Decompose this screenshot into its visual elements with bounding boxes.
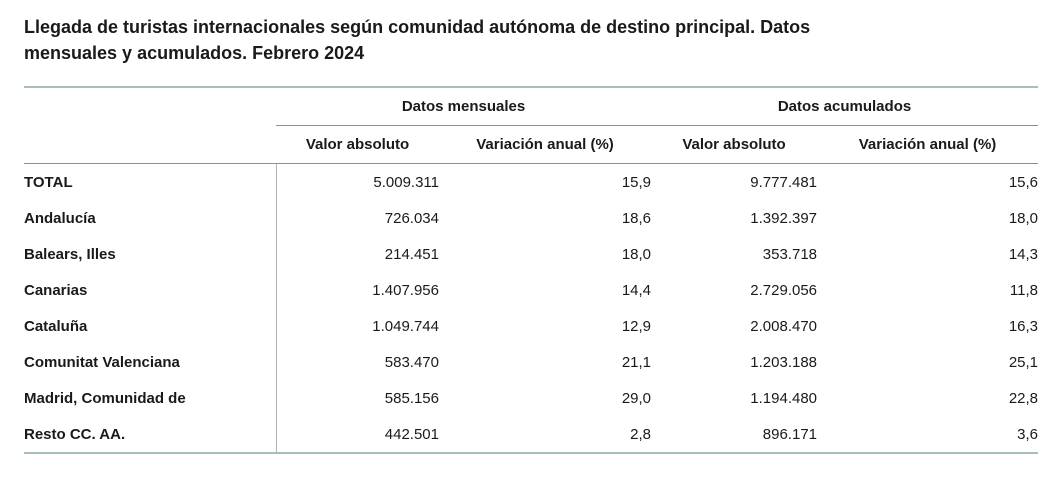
cell-value: 442.501 [276,416,439,453]
row-label: Canarias [24,281,88,299]
group-header-datos-mensuales: Datos mensuales [276,87,651,126]
row-label: Madrid, Comunidad de [24,389,186,407]
cell-value: 18,0 [621,245,652,263]
cell-value: 29,0 [621,389,652,407]
cell-value: 12,9 [621,317,652,335]
row-label: Comunitat Valenciana [24,353,180,371]
table-sub-header-row [24,126,1038,164]
column-header-variacion-anual-acumulado: Variación anual (%) [817,126,1038,164]
page-title-line-1: Llegada de turistas internacionales según comunidad autónoma de destino principal. Datos [24,17,811,37]
row-label: Cataluña [24,317,88,335]
cell-value: 9.777.481 [750,173,818,191]
table-row [24,164,1038,201]
column-header-valor-absoluto-mensual: Valor absoluto [276,126,439,164]
cell-value: 214.451 [276,236,439,272]
table-row [24,236,1038,272]
cell-value: 896.171 [762,425,818,443]
corner-cell [24,126,276,164]
cell-value: 16,3 [1008,317,1039,335]
cell-value: 583.470 [276,344,439,380]
row-label: Resto CC. AA. [24,425,126,443]
cell-value: 726.034 [276,200,439,236]
column-header-variacion-anual-mensual: Variación anual (%) [439,126,651,164]
table-group-header-row [24,87,1038,126]
cell-value: 18,0 [1008,209,1039,227]
cell-value: 1.049.744 [276,308,439,344]
page-title [24,14,1038,66]
table-row [24,380,1038,416]
cell-value: 22,8 [1008,389,1039,407]
table-row [24,308,1038,344]
cell-value: 3,6 [1017,425,1039,443]
cell-value: 585.156 [276,380,439,416]
row-label: Balears, Illes [24,245,116,263]
cell-value: 1.194.480 [750,389,818,407]
table-row [24,416,1038,453]
cell-value: 2,8 [630,425,652,443]
cell-value: 11,8 [1009,281,1039,299]
cell-value: 1.203.188 [750,353,818,371]
corner-cell [24,87,276,126]
row-label: Andalucía [24,209,96,227]
cell-value: 15,6 [1008,173,1039,191]
cell-value: 21,1 [621,353,652,371]
cell-value: 14,4 [621,281,652,299]
group-header-datos-acumulados: Datos acumulados [651,87,1038,126]
cell-value: 1.407.956 [276,272,439,308]
table-row [24,200,1038,236]
cell-value: 2.008.470 [750,317,818,335]
cell-value: 25,1 [1008,353,1039,371]
cell-value: 2.729.056 [750,281,818,299]
cell-value: 1.392.397 [750,209,818,227]
row-label: TOTAL [24,173,73,191]
tourist-arrivals-table [24,86,1038,454]
table-row [24,272,1038,308]
table-row [24,344,1038,380]
column-header-valor-absoluto-acumulado: Valor absoluto [651,126,817,164]
cell-value: 15,9 [621,173,652,191]
cell-value: 18,6 [621,209,652,227]
cell-value: 14,3 [1008,245,1039,263]
page-title-line-2: mensuales y acumulados. Febrero 2024 [24,43,365,63]
cell-value: 5.009.311 [276,164,439,201]
cell-value: 353.718 [762,245,818,263]
